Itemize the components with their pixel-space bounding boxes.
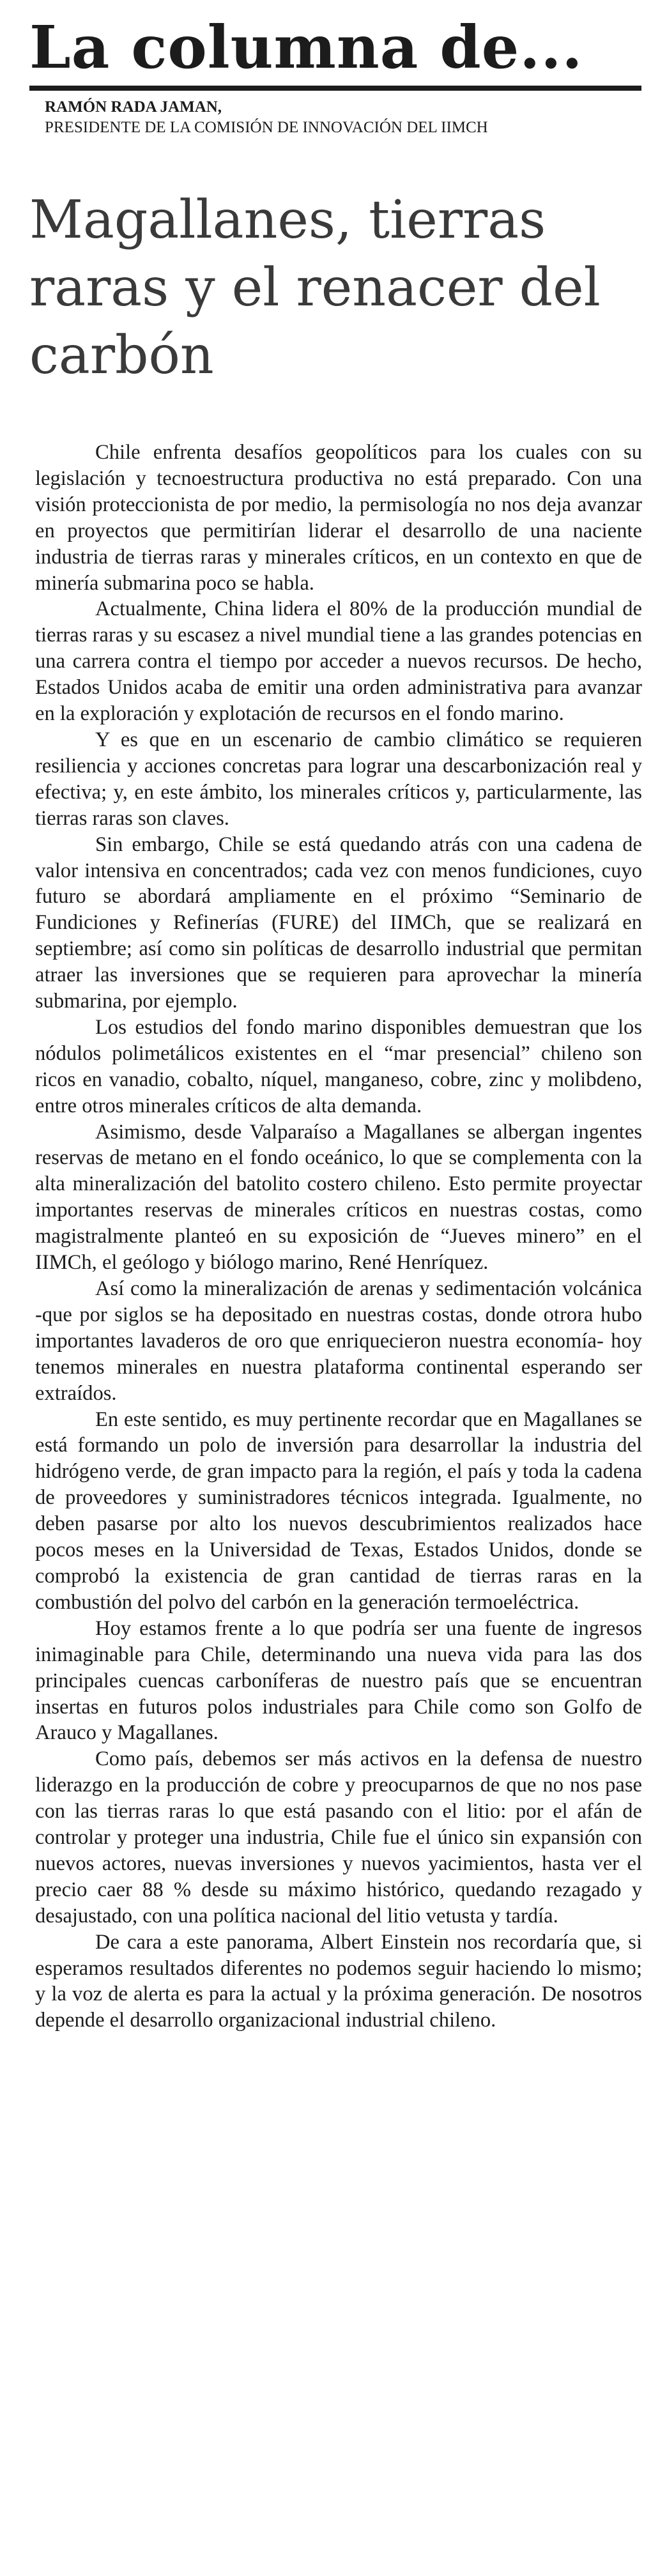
article-paragraph: Los estudios del fondo marino disponibles demuestran que los nódulos polimetálicos existentes en el “mar presencial” chileno son ricos en vanadio, cobalto, níquel, manganeso, cobre, zinc y molibdeno, entre otros minerales críticos de alta demanda. <box>35 1015 642 1117</box>
article-paragraph: Chile enfrenta desafíos geopolíticos para los cuales con su legislación y tecnoestructura productiva no está preparado. Con una visión proteccionista de por medio, la permisología no nos deja avanzar en proyectos que permitirían liderar el desarrollo de una naciente industria de tierras raras y minerales críticos, en un contexto en que de minería submarina poco se habla. <box>35 441 642 595</box>
section-header <box>29 12 643 83</box>
header-rule <box>29 86 641 91</box>
article-paragraph: En este sentido, es muy pertinente recordar que en Magallanes se está formando un polo de inversión para desarrollar la industria del hidrógeno verde, de gran impacto para la región, el país y toda la cadena de proveedores y suministradores técnicos integrada. Igualmente, no deben pasarse por alto los nuevos descubrimientos realizados hace pocos meses en la Universidad de Texas, Estados Unidos, donde se comprobó la existencia de gran cantidad de tierras raras en la combustión del polvo del carbón en la generación termoeléctrica. <box>35 1407 642 1614</box>
article-paragraph: Actualmente, China lidera el 80% de la producción mundial de tierras raras y su escasez a nivel mundial tiene a las grandes potencias en una carrera contra el tiempo por acceder a nuevos recursos. De hecho, Estados Unidos acaba de emitir una orden administrativa para avanzar en la exploración y explotación de recursos en el fondo marino. <box>35 597 642 726</box>
section-title: La columna de... <box>29 13 583 82</box>
article-paragraph: Y es que en un escenario de cambio climático se requieren resiliencia y acciones concretas para lograr una descarbonización real y efectiva; y, en este ámbito, los minerales críticos y, particularmente, las tierras raras son claves. <box>35 728 642 830</box>
author-name: RAMÓN RADA JAMAN, <box>45 98 222 116</box>
author-role: PRESIDENTE DE LA COMISIÓN DE INNOVACIÓN DEL IIMCH <box>45 119 488 136</box>
article-headline: Magallanes, tierras raras y el renacer del carbón <box>29 190 601 386</box>
article-paragraph: Hoy estamos frente a lo que podría ser una fuente de ingresos inimaginable para Chile, determinando una nueva vida para las dos principales cuencas carboníferas de nuestro país que se encuentran insertas en futuros polos industriales para Chile como son Golfo de Arauco y Magallanes. <box>35 1616 642 1745</box>
byline <box>45 97 639 138</box>
article-body <box>35 440 642 2034</box>
article-paragraph: Como país, debemos ser más activos en la defensa de nuestro liderazgo en la producción de cobre y preocuparnos de que no nos pase con las tierras raras lo que está pasando con el litio: por el afán de controlar y proteger una industria, Chile fue el único sin expansión con nuevos actores, nuevas inversiones y nuevos yacimientos, hasta ver el precio caer 88 % desde su máximo histórico, quedando rezagado y desajustado, con una política nacional del litio vetusta y tardía. <box>35 1747 642 1928</box>
article-paragraph: De cara a este panorama, Albert Einstein nos recordaría que, si esperamos resultados diferentes no podemos seguir haciendo lo mismo; y la voz de alerta es para la actual y la próxima generación. De nosotros depende el desarrollo organizacional industrial chileno. <box>35 1930 642 2032</box>
article-paragraph: Asimismo, desde Valparaíso a Magallanes se albergan ingentes reservas de metano en el fondo oceánico, lo que se complementa con la alta mineralización del batolito costero chileno. Esto permite proyectar importantes reservas de minerales críticos en nuestras costas, como magistralmente planteó en su exposición de “Jueves minero” en el IIMCh, el geólogo y biólogo marino, René Henríquez. <box>35 1120 642 1275</box>
article-paragraph: Así como la mineralización de arenas y sedimentación volcánica -que por siglos se ha depositado en nuestras costas, donde otrora hubo importantes lavaderos de oro que enriquecieron nuestra economía- hoy tenemos minerales en nuestra plataforma continental esperando ser extraídos. <box>35 1277 642 1405</box>
article-paragraph: Sin embargo, Chile se está quedando atrás con una cadena de valor intensiva en concentrados; cada vez con menos fundiciones, cuyo futuro se abordará ampliamente en el próximo “Seminario de Fundiciones y Refinerías (FURE) del IIMCh, que se realizará en septiembre; así como sin políticas de desarrollo industrial que permitan atraer las inversiones que se requieren para aprovechar la minería submarina, por ejemplo. <box>35 832 642 1013</box>
